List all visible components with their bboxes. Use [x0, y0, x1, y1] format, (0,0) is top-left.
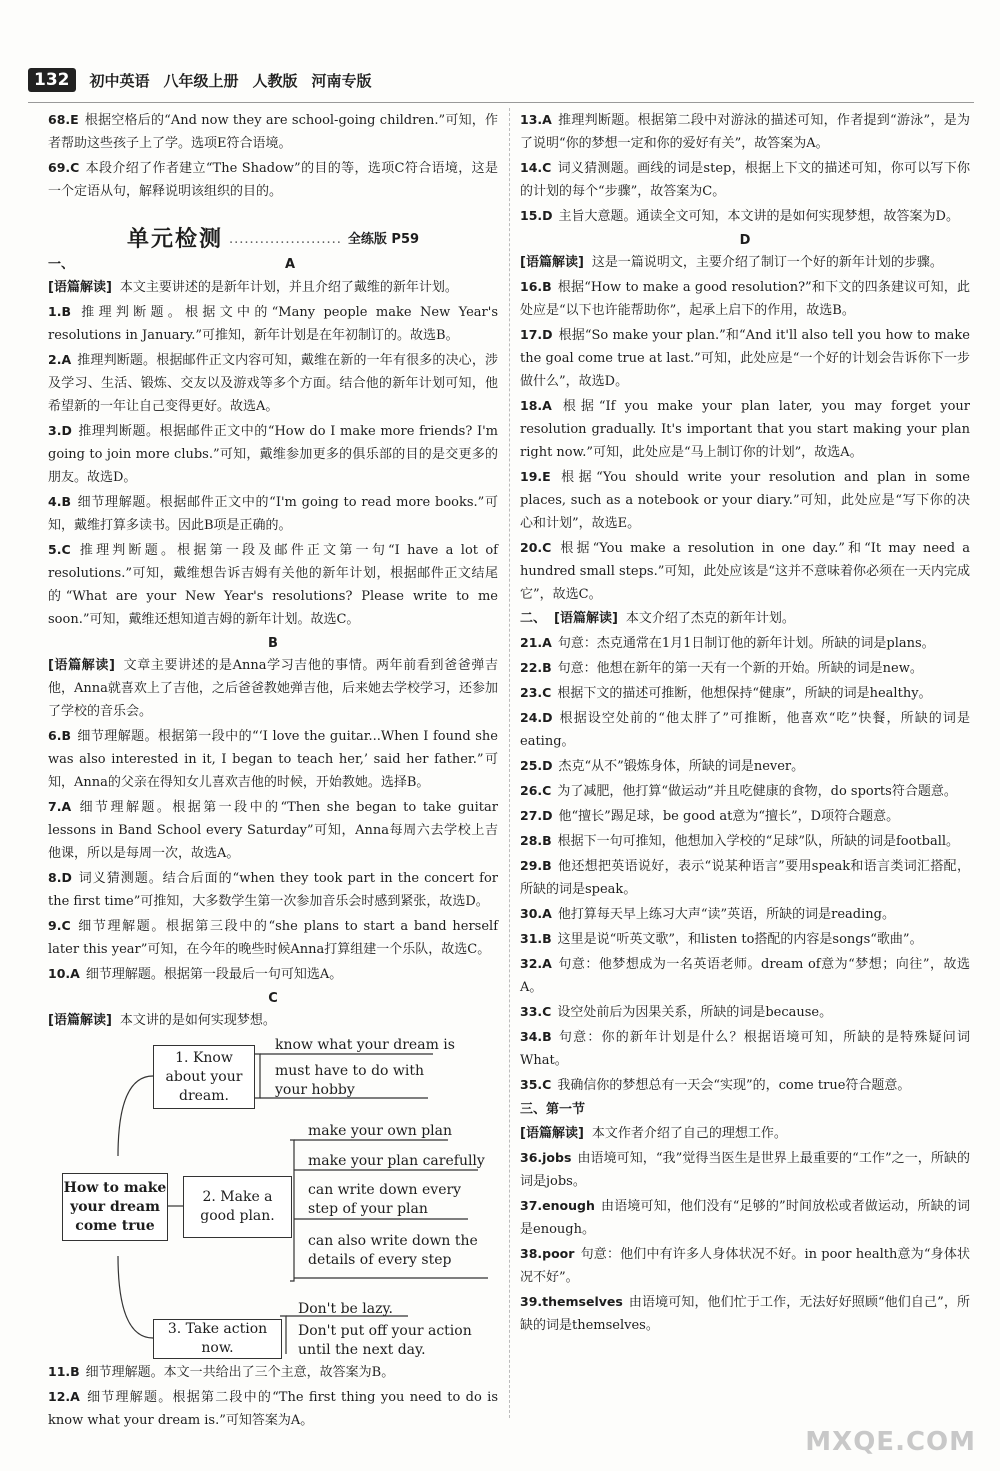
answer-item [520, 829, 970, 853]
answer-text: 根据下一句可推知，他想加入学校的“足球”队，所缺的词是football。 [557, 834, 960, 849]
answer-label: 22.B [520, 660, 552, 675]
intro-text: 本文介绍了杰克的新年计划。 [625, 611, 795, 626]
intro-text: 本文讲的是如何实现梦想。 [119, 1013, 276, 1028]
part2-intro [520, 607, 970, 630]
answer-label: 23.C [520, 685, 552, 700]
answer-item [520, 1000, 970, 1024]
answer-label: 28.B [520, 833, 552, 848]
answer-item [520, 681, 970, 705]
answer-item [48, 300, 498, 347]
section-c-intro [48, 1009, 498, 1032]
answer-label: 1.B [48, 304, 71, 319]
unit-page-ref: 全练版 P59 [347, 232, 420, 247]
answer-label: 14.C [520, 160, 552, 175]
answer-text: 由语境可知，他们忙于工作，无法好好照顾“他们自己”，所缺的词是themselves。 [520, 1295, 970, 1333]
answer-text: 他“擅长”踢足球，be good at意为“擅长”，D项符合题意。 [558, 809, 900, 824]
answer-label: 69.C [48, 160, 80, 175]
intro-text: 这是一篇说明文，主要介绍了制订一个好的新年计划的步骤。 [591, 255, 943, 270]
answer-item [520, 779, 970, 803]
part3-intro [520, 1122, 970, 1145]
answer-text: 根据“You should write your resolution and plan in some places, such as a notebook or your diary.”可知，此处应是“写下你的决心和计划”，故选E。 [520, 470, 970, 531]
unit-leader-dots: ...................... [228, 232, 342, 247]
right-column [520, 108, 970, 1338]
answer-label: 21.A [520, 635, 552, 650]
answer-item [48, 156, 498, 203]
answer-text: 细节理解题。根据邮件正文中的“I'm going to read more books.”可知，戴维打算多读书。因此B项是正确的。 [48, 495, 498, 533]
mind-map [48, 1036, 498, 1358]
answer-item [520, 952, 970, 999]
answer-item [520, 156, 970, 203]
answer-text: 推理判断题。根据第一段及邮件正文第一句“I have a lot of resolutions.”可知，戴维想告诉吉姆有关他的新年计划，根据邮件正文结尾的“What are your New Year's resolutions? Please write to me soon.”可知，戴维还想知道吉姆的新年计划。故选C。 [48, 543, 498, 627]
answer-item [520, 1146, 970, 1193]
answer-text: 词义猜测题。画线的词是step，根据上下文的描述可知，你可以写下你的计划的每个“步骤”，故答案为C。 [520, 161, 970, 199]
leaf-write-details: can also write down the details of every step [308, 1233, 478, 1268]
answer-label: 4.B [48, 494, 71, 509]
answer-item [48, 348, 498, 418]
header-region: 河南专版 [311, 71, 372, 90]
part3-heading [520, 1098, 970, 1121]
branch-1-box: 1. Know about your dream. [153, 1045, 255, 1109]
left-column [48, 108, 498, 1433]
answer-text: 根据“So make your plan.”和“And it'll also tell you how to make the goal come true at last.”可知，此处应是“一个好的计划会告诉你下一步做什么”，故选D。 [520, 328, 970, 389]
answer-item [48, 1360, 498, 1384]
answer-label: 38.poor [520, 1246, 575, 1261]
answer-text: 主旨大意题。通读全文可知，本文讲的是如何实现梦想，故答案为D。 [558, 209, 959, 224]
answer-text: 句意：他想在新年的第一天有一个新的开始。所缺的词是new。 [557, 661, 923, 676]
answer-item [520, 1073, 970, 1097]
answer-item [520, 204, 970, 228]
leaf-own-plan: make your own plan [308, 1123, 453, 1139]
answer-label: 18.A [520, 398, 552, 413]
answer-item [48, 538, 498, 631]
answer-label: 39.themselves [520, 1294, 623, 1309]
answer-item [48, 866, 498, 913]
answer-item [520, 927, 970, 951]
answer-label: 36.jobs [520, 1150, 572, 1165]
answer-item [520, 275, 970, 322]
answer-label: 9.C [48, 918, 71, 933]
answer-text: 由语境可知，他们没有“足够的”时间放松或者做运动，所缺的词是enough。 [520, 1199, 970, 1237]
branch-3-box: 3. Take action now. [153, 1319, 282, 1359]
answer-text: 杰克“从不”锻炼身体，所缺的词是never。 [558, 759, 805, 774]
answer-text: 他打算每天早上练习大声“读”英语，所缺的词是reading。 [557, 907, 895, 922]
answer-text: 本段介绍了作者建立“The Shadow”的目的等，选项C符合语境，这是一个定语从句，解释说明该组织的目的。 [48, 161, 498, 199]
answer-label: 25.D [520, 758, 553, 773]
unit-heading [48, 209, 498, 251]
right-top-answers [520, 108, 970, 228]
answer-text: 词义猜测题。结合后面的“when they took part in the concert for the first time”可推知，大多数学生第一次参加音乐会时感到紧张，故选D。 [48, 871, 498, 909]
intro-text: 本文主要讲述的是新年计划，并且介绍了戴维的新年计划。 [119, 280, 458, 295]
answer-text: 根据设空处前的“他太胖了”可推断，他喜欢“吃”快餐，所缺的词是eating。 [520, 711, 970, 749]
answer-item [48, 490, 498, 537]
answer-label: 35.C [520, 1077, 552, 1092]
answer-label: 30.A [520, 906, 552, 921]
answer-text: 细节理解题。本文一共给出了三个主意，故答案为B。 [85, 1365, 395, 1380]
watermark: MXQE.COM [805, 1427, 976, 1457]
part2-label: 二、 [520, 611, 547, 626]
left-top-answers [48, 108, 498, 203]
answer-text: 推理判断题。根据文中的“Many people make New Year's resolutions in January.”可推知，新年计划是在年初制订的。故选B。 [48, 305, 498, 343]
unit-title: 单元检测 [126, 227, 223, 252]
answer-label: 12.A [48, 1389, 80, 1404]
answer-item [520, 706, 970, 753]
answer-label: 13.A [520, 112, 552, 127]
part3-answers [520, 1146, 970, 1337]
section-b-heading: B [268, 636, 278, 651]
intro-tag: [语篇解读] [520, 255, 584, 270]
answer-label: 20.C [520, 540, 552, 555]
branch-2-box: 2. Make a good plan. [183, 1176, 292, 1238]
answer-item [520, 656, 970, 680]
header-edition: 人教版 [252, 71, 298, 90]
answer-label: 8.D [48, 870, 72, 885]
section-a-intro [48, 276, 498, 299]
answer-item [520, 1290, 970, 1337]
leaf-dont-be-lazy: Don't be lazy. [298, 1301, 393, 1317]
answer-label: 34.B [520, 1029, 552, 1044]
section-c-answers [48, 1360, 498, 1432]
answer-label: 15.D [520, 208, 553, 223]
answer-item [520, 1025, 970, 1072]
answer-text: 设空处前后为因果关系，所缺的词是because。 [557, 1005, 833, 1020]
intro-text: 文章主要讲述的是Anna学习吉他的事情。两年前看到爸爸弹吉他，Anna就喜欢上了吉他，之后爸爸教她弹吉他，后来她去学校学习，还参加了学校的音乐会。 [48, 658, 498, 719]
connector-root-branch3 [118, 1256, 153, 1338]
answer-text: 句意：他梦想成为一名英语老师。dream of意为“梦想；向往”，故选A。 [520, 957, 970, 995]
answer-text: 我确信你的梦想总有一天会“实现”的，come true符合题意。 [557, 1078, 911, 1093]
section-d-answers [520, 275, 970, 606]
answer-text: 句意：他们中有许多人身体状况不好。in poor health意为“身体状况不好”。 [520, 1247, 970, 1285]
answer-item [520, 108, 970, 155]
section-a-heading: A [284, 257, 296, 272]
answer-item [520, 902, 970, 926]
leaf-plan-carefully: make your plan carefully [308, 1153, 485, 1169]
answer-item [48, 914, 498, 961]
answer-label: 33.C [520, 1004, 552, 1019]
column-divider [509, 108, 510, 1418]
header-subject: 初中英语 [89, 71, 150, 90]
answer-text: 推理判断题。根据邮件正文内容可知，戴维在新的一年有很多的决心，涉及学习、生活、锻炼、交友以及游戏等多个方面。结合他的新年计划可知，他希望新的一年让自己变得更好。故选A。 [48, 353, 498, 414]
answer-item [520, 631, 970, 655]
answer-label: 3.D [48, 423, 72, 438]
answer-item [48, 962, 498, 986]
part1-header [48, 253, 498, 276]
answer-text: 句意：你的新年计划是什么？根据语境可知，所缺的是特殊疑问词What。 [520, 1030, 970, 1068]
leaf-write-every-step: can write down every step of your plan [308, 1182, 462, 1217]
answer-label: 24.D [520, 710, 553, 725]
answer-text: 细节理解题。根据第二段中的“The first thing you need to do is know what your dream is.”可知答案为A。 [48, 1390, 498, 1428]
answer-text: 他还想把英语说好，表示“说某种语言”要用speak和语言类词汇搭配，所缺的词是speak。 [520, 859, 970, 897]
leaf-know-dream: know what your dream is [275, 1037, 455, 1053]
answer-label: 31.B [520, 931, 552, 946]
answer-text: 根据“If you make your plan later, you may forget your resolution gradually. It's important that you start making your plan right now.”可知，此处应是“马上制订你的计划”，故选A。 [520, 399, 970, 460]
answer-text: 推理判断题。根据第二段中对游泳的描述可知，作者提到“游泳”，是为了说明“你的梦想一定和你的爱好有关”，故答案为A。 [520, 113, 970, 151]
answer-text: 根据“You make a resolution in one day.”和“It may need a hundred small steps.”可知，此处应该是“这并不意味着你必须在一天内完成它”，故选C。 [520, 541, 971, 602]
answer-label: 26.C [520, 783, 552, 798]
header-divider [28, 102, 974, 103]
answer-text: 细节理解题。根据第三段中的“she plans to start a band herself later this year”可知，在今年的晚些时候Anna打算组建一个乐队，故选C。 [48, 919, 498, 957]
answer-label: 10.A [48, 966, 80, 981]
section-d-intro [520, 251, 970, 274]
connector-root-branch1 [118, 1076, 153, 1156]
section-a-answers [48, 300, 498, 631]
leaf-hobby: must have to do with your hobby [275, 1063, 425, 1098]
part1-label: 一、 [48, 257, 75, 272]
part2-answers [520, 631, 970, 1097]
answer-label: 2.A [48, 352, 72, 367]
answer-item [48, 795, 498, 865]
answer-item [48, 108, 498, 155]
answer-item [520, 465, 970, 535]
answer-item [520, 854, 970, 901]
leaf-dont-put-off: Don't put off your action until the next day. [298, 1323, 472, 1358]
answer-item [48, 1385, 498, 1432]
section-c-heading: C [268, 991, 278, 1006]
answer-label: 17.D [520, 327, 553, 342]
answer-item [520, 536, 970, 606]
answer-item [520, 1242, 970, 1289]
answer-text: 根据下文的描述可推断，他想保持“健康”，所缺的词是healthy。 [557, 686, 932, 701]
answer-text: 这里是说“听英文歌”，和listen to搭配的内容是songs“歌曲”。 [557, 932, 923, 947]
answer-label: 68.E [48, 112, 79, 127]
answer-text: 为了减肥，他打算“做运动”并且吃健康的食物，do sports符合题意。 [557, 784, 957, 799]
section-b-answers [48, 724, 498, 986]
answer-text: 细节理解题。根据第一段中的“‘I love the guitar...When I found she was also interested in it, I began to teach her,’ said her father.”可知，Anna的父亲在得知女儿喜欢吉他的时候，开始教她。选择B。 [48, 729, 498, 790]
answer-item [520, 1194, 970, 1241]
intro-tag: [语篇解读] [48, 1013, 112, 1028]
page-number: 132 [28, 68, 76, 92]
part3-label: 三、第一节 [520, 1102, 586, 1117]
answer-text: 根据“How to make a good resolution?”和下文的四条建议可知，此处应是“以下也许能帮助你”，起承上启下的作用，故选B。 [520, 280, 970, 318]
section-b-intro [48, 654, 498, 723]
answer-text: 细节理解题。根据第一段最后一句可知选A。 [85, 967, 343, 982]
mind-map-root: How to make your dream come true [62, 1173, 168, 1241]
answer-label: 6.B [48, 728, 71, 743]
answer-label: 27.D [520, 808, 553, 823]
answer-item [48, 724, 498, 794]
answer-item [520, 323, 970, 393]
intro-tag: [语篇解读] [48, 280, 112, 295]
answer-text: 句意：杰克通常在1月1日制订他的新年计划。所缺的词是plans。 [557, 636, 935, 651]
answer-text: 根据空格后的“And now they are school-going children.”可知，作者帮助这些孩子上了学。选项E符合语境。 [48, 113, 498, 151]
answer-text: 细节理解题。根据第一段中的“Then she began to take guitar lessons in Band School every Saturday”可知，Anna每周六去学校上吉他课，所以是每周一次，故选A。 [48, 800, 498, 861]
answer-label: 32.A [520, 956, 552, 971]
section-d-heading: D [739, 233, 751, 248]
answer-label: 19.E [520, 469, 551, 484]
intro-tag: [语篇解读] [554, 611, 618, 626]
answer-item [520, 754, 970, 778]
answer-label: 7.A [48, 799, 72, 814]
intro-tag: [语篇解读] [48, 658, 115, 673]
answer-label: 37.enough [520, 1198, 595, 1213]
answer-label: 5.C [48, 542, 71, 557]
intro-tag: [语篇解读] [520, 1126, 584, 1141]
answer-label: 16.B [520, 279, 552, 294]
answer-item [520, 804, 970, 828]
answer-item [48, 419, 498, 489]
answer-label: 11.B [48, 1364, 80, 1379]
answer-item [520, 394, 970, 464]
header-grade: 八年级上册 [163, 71, 239, 90]
answer-text: 由语境可知，“我”觉得当医生是世界上最重要的“工作”之一，所缺的词是jobs。 [520, 1151, 970, 1189]
page-header [28, 66, 372, 94]
answer-text: 推理判断题。根据邮件正文中的“How do I make more friends? I'm going to join more clubs.”可知，戴维参加更多的俱乐部的目的是交更多的朋友。故选D。 [48, 424, 498, 485]
answer-label: 29.B [520, 858, 552, 873]
intro-text: 本文作者介绍了自己的理想工作。 [591, 1126, 787, 1141]
